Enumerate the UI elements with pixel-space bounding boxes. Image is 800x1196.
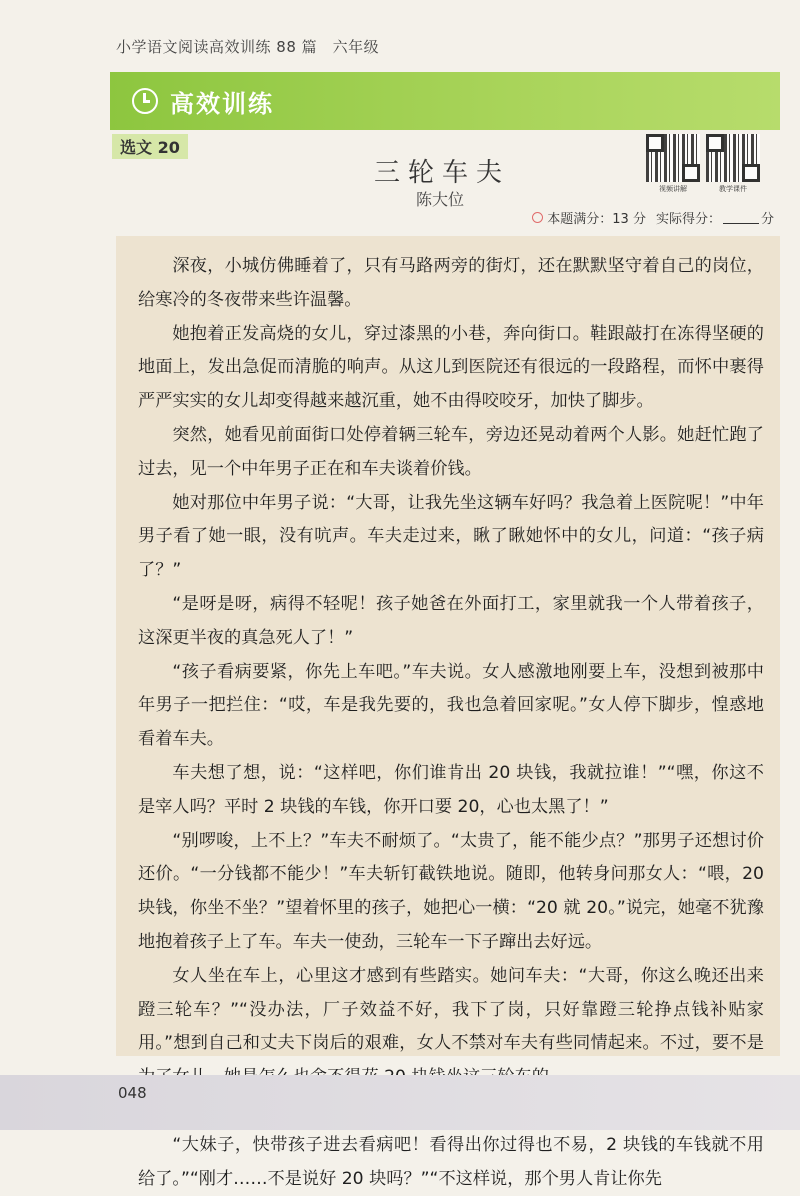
paragraph: “大妹子，快带孩子进去看病吧！看得出你过得也不易，2 块钱的车钱就不用给了。”“刚才……不是说好 20 块吗？”“不这样说，那个男人肯让你先: [138, 1134, 764, 1189]
score-line: [532, 208, 774, 227]
paragraph: 突然，她看见前面街口处停着辆三轮车，旁边还晃动着两个人影。她赶忙跑了过去，见一个中年男子正在和车夫谈着价钱。: [138, 424, 764, 479]
qr-caption: 教学课件: [719, 185, 747, 193]
qr-caption: 视频讲解: [659, 185, 687, 193]
paragraph: 她抱着正发高烧的女儿，穿过漆黑的小巷，奔向街口。鞋跟敲打在冻得坚硬的地面上，发出急促而清脆的响声。从这儿到医院还有很远的一段路程，而怀中裹得严严实实的女儿却变得越来越沉重，她不由得咬咬牙，加快了脚步。: [138, 323, 764, 412]
qr-code-icon: [706, 134, 760, 182]
qr-video[interactable]: [646, 134, 700, 194]
page-number: 048: [118, 1084, 147, 1102]
qr-code-icon: [646, 134, 700, 182]
selection-label: 选文 20: [112, 134, 188, 159]
paragraph: 车夫想了想，说：“这样吧，你们谁肯出 20 块钱，我就拉谁！”“嘿，你这不是宰人吗？平时 2 块钱的车钱，你开口要 20，心也太黑了！”: [138, 762, 764, 817]
score-unit: 分: [760, 212, 774, 227]
book-title: 小学语文阅读高效训练 88 篇 六年级: [116, 38, 380, 56]
paragraph: “是呀是呀，病得不轻呢！孩子她爸在外面打工，家里就我一个人带着孩子，这深更半夜的真急死人了！”: [138, 593, 764, 648]
qr-courseware[interactable]: [706, 134, 760, 194]
paragraph: 深夜，小城仿佛睡着了，只有马路两旁的街灯，还在默默坚守着自己的岗位，给寒冷的冬夜带来些许温馨。: [138, 256, 764, 310]
paragraph: 女人坐在车上，心里这才感到有些踏实。她问车夫：“大哥，你这么晚还出来蹬三轮车？”“没办法，厂子效益不好，我下了岗，只好靠蹬三轮挣点钱补贴家用。”想到自己和丈夫下岗后的艰难，女人不禁对车夫有些同情起来。不过，要不是: [138, 965, 764, 1054]
paragraph: “别啰唆，上不上？”车夫不耐烦了。“太贵了，能不能少点？”那男子还想讨价还价。“一分钱都不能少！”车夫斩钉截铁地说。随即，他转身问那女人：“喂，20 块钱，你坐不坐？”望着怀里的孩子，她把心一横：“20 就 20。”说完，她毫不犹豫地抱着孩子上了车。车夫一使劲，三轮车一下子蹿出去好远。: [138, 830, 764, 952]
actual-score-label: 实际得分：: [655, 212, 721, 227]
section-banner: [110, 72, 780, 130]
article-author: 陈大位: [416, 190, 465, 209]
article-title: 三轮车夫: [374, 158, 511, 188]
full-score: 本题满分：13 分: [547, 212, 646, 227]
timer-icon: [532, 212, 543, 223]
score-blank[interactable]: [723, 211, 759, 224]
paragraph: “孩子看病要紧，你先上车吧。”车夫说。女人感激地刚要上车，没想到被那中年男子一把拦住：“哎，车是我先要的，我也急着回家呢。”女人停下脚步，惶惑地看着车夫。: [138, 661, 764, 750]
clock-icon: [132, 88, 158, 114]
paragraph: 她对那位中年男子说：“大哥，让我先坐这辆车好吗？我急着上医院呢！”中年男子看了她一眼，没有吭声。车夫走过来，瞅了瞅她怀中的女儿，问道：“孩子病了？”: [138, 492, 764, 581]
banner-title: 高效训练: [170, 89, 274, 118]
